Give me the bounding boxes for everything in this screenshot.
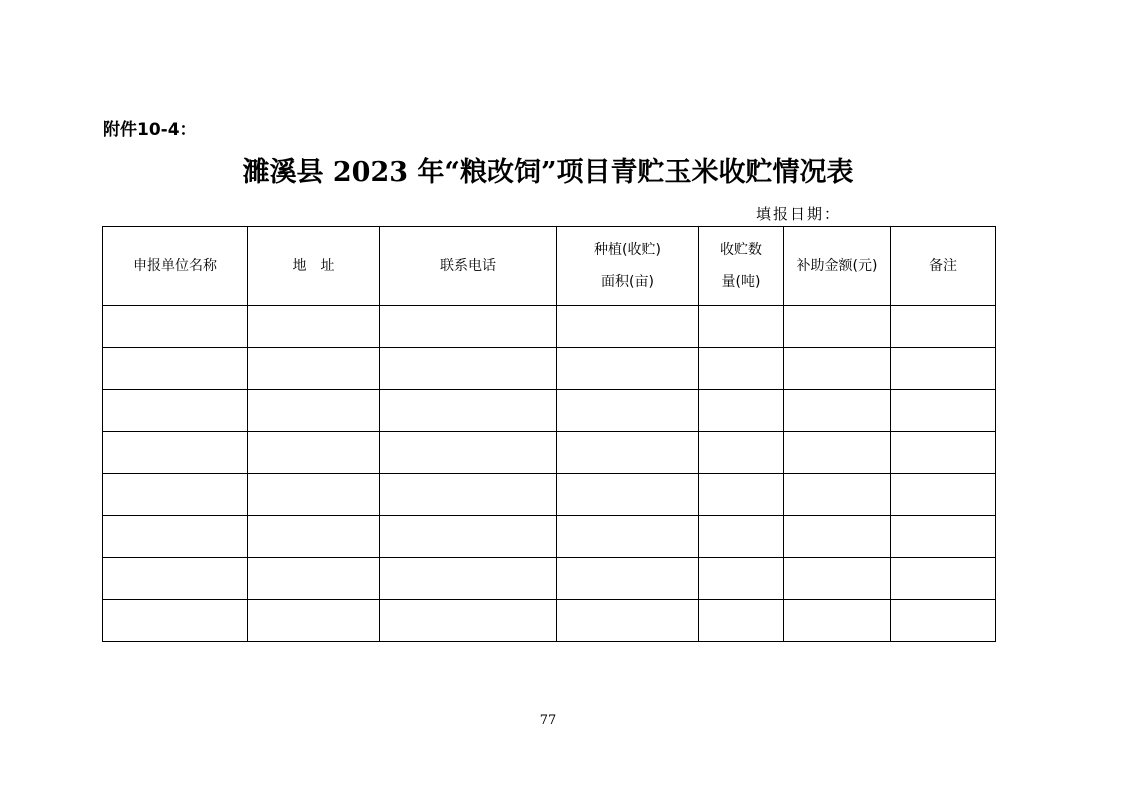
table-cell[interactable]: [891, 306, 996, 348]
table-cell[interactable]: [891, 558, 996, 600]
table-cell[interactable]: [699, 348, 784, 390]
table-cell[interactable]: [103, 474, 248, 516]
table-cell[interactable]: [103, 348, 248, 390]
header-unit-name: 申报单位名称: [103, 227, 248, 306]
table-row: [103, 516, 996, 558]
table-cell[interactable]: [557, 474, 699, 516]
table-cell[interactable]: [557, 600, 699, 642]
table-cell[interactable]: [784, 348, 891, 390]
table-cell[interactable]: [248, 390, 380, 432]
table-cell[interactable]: [891, 348, 996, 390]
table-cell[interactable]: [699, 558, 784, 600]
table-cell[interactable]: [699, 474, 784, 516]
table-cell[interactable]: [103, 432, 248, 474]
table-cell[interactable]: [891, 600, 996, 642]
table-cell[interactable]: [103, 558, 248, 600]
table-row: [103, 306, 996, 348]
header-phone: 联系电话: [380, 227, 557, 306]
table-cell[interactable]: [248, 432, 380, 474]
table-cell[interactable]: [248, 348, 380, 390]
page-number: 77: [539, 713, 557, 728]
table-row: [103, 432, 996, 474]
header-storage-quantity: 收贮数 量(吨): [699, 227, 784, 306]
table-row: [103, 558, 996, 600]
table-cell[interactable]: [248, 474, 380, 516]
header-subsidy-amount: 补助金额(元): [784, 227, 891, 306]
table-row: [103, 600, 996, 642]
table-cell[interactable]: [103, 390, 248, 432]
table-cell[interactable]: [784, 558, 891, 600]
document-title: 濉溪县 2023 年“粮改饲”项目青贮玉米收贮情况表: [242, 157, 854, 188]
table-cell[interactable]: [380, 348, 557, 390]
table-row: [103, 348, 996, 390]
table-cell[interactable]: [380, 390, 557, 432]
table-cell[interactable]: [557, 390, 699, 432]
table-cell[interactable]: [380, 474, 557, 516]
table-cell[interactable]: [891, 390, 996, 432]
table-cell[interactable]: [699, 390, 784, 432]
table-header-row: [103, 227, 996, 306]
table-cell[interactable]: [380, 306, 557, 348]
table-cell[interactable]: [103, 306, 248, 348]
table-cell[interactable]: [248, 600, 380, 642]
table-cell[interactable]: [557, 348, 699, 390]
table-cell[interactable]: [380, 600, 557, 642]
header-planting-area: 种植(收贮) 面积(亩): [557, 227, 699, 306]
fill-date-label: 填报日期：: [756, 205, 842, 223]
table-cell[interactable]: [784, 516, 891, 558]
table-cell[interactable]: [699, 516, 784, 558]
table-cell[interactable]: [784, 306, 891, 348]
table-cell[interactable]: [557, 306, 699, 348]
harvest-storage-table: [102, 226, 996, 642]
table-cell[interactable]: [248, 558, 380, 600]
table-cell[interactable]: [784, 390, 891, 432]
table-cell[interactable]: [248, 306, 380, 348]
table-cell[interactable]: [557, 558, 699, 600]
table-cell[interactable]: [380, 432, 557, 474]
header-address: 地 址: [248, 227, 380, 306]
table-cell[interactable]: [891, 474, 996, 516]
attachment-label: 附件10-4：: [103, 120, 197, 140]
table-cell[interactable]: [103, 516, 248, 558]
table-cell[interactable]: [380, 558, 557, 600]
table-cell[interactable]: [103, 600, 248, 642]
table-cell[interactable]: [891, 432, 996, 474]
table-row: [103, 390, 996, 432]
header-remarks: 备注: [891, 227, 996, 306]
table-cell[interactable]: [557, 432, 699, 474]
table-cell[interactable]: [699, 306, 784, 348]
table-cell[interactable]: [784, 600, 891, 642]
table-cell[interactable]: [248, 516, 380, 558]
table-cell[interactable]: [891, 516, 996, 558]
table-cell[interactable]: [699, 600, 784, 642]
table-cell[interactable]: [699, 432, 784, 474]
table-cell[interactable]: [557, 516, 699, 558]
table-row: [103, 474, 996, 516]
table-cell[interactable]: [784, 474, 891, 516]
table-cell[interactable]: [380, 516, 557, 558]
table-cell[interactable]: [784, 432, 891, 474]
